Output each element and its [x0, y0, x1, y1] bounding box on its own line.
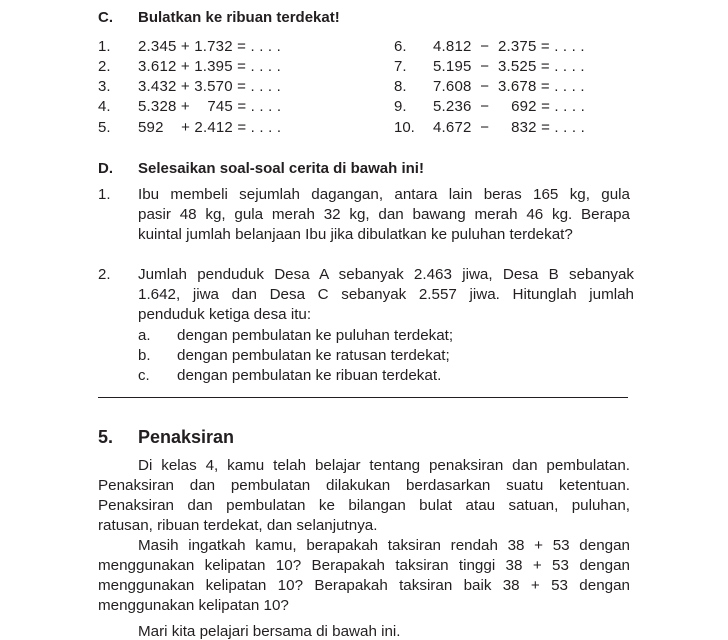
question-line: penduduk ketiga desa itu:	[138, 306, 312, 323]
option-text: dengan pembulatan ke ratusan terdekat;	[177, 347, 450, 364]
arithmetic-expression: 3.432 + 3.570 = . . . .	[138, 78, 282, 95]
option-text: dengan pembulatan ke ribuan terdekat.	[177, 367, 442, 384]
section-d-label: D.	[98, 160, 113, 177]
item-number: 6.	[394, 38, 407, 55]
paragraph-line: menggunakan kelipatan 10? Berapakah taksiran tinggi 38 + 53 dengan	[98, 557, 630, 574]
arithmetic-expression: 5.195 − 3.525 = . . . .	[433, 58, 585, 75]
item-number: 1.	[98, 38, 111, 55]
paragraph-line: menggunakan kelipatan 10?	[98, 597, 289, 614]
option-letter: c.	[138, 367, 150, 384]
paragraph-line: Penaksiran dan pembulatan ke bilangan bulat atau satuan, puluhan,	[98, 497, 630, 514]
option-letter: b.	[138, 347, 151, 364]
paragraph-line: ratusan, ribuan terdekat, dan selanjutnya.	[98, 517, 378, 534]
question-line: Jumlah penduduk Desa A sebanyak 2.463 jiwa, Desa B sebanyak	[138, 266, 634, 283]
item-number: 2.	[98, 58, 111, 75]
arithmetic-expression: 592 + 2.412 = . . . .	[138, 119, 282, 136]
paragraph-line: Masih ingatkah kamu, berapakah taksiran rendah 38 + 53 dengan	[138, 537, 630, 554]
arithmetic-expression: 5.328 + 745 = . . . .	[138, 98, 282, 115]
section-c-label: C.	[98, 9, 113, 26]
question-line: kuintal jumlah belanjaan Ibu jika dibulatkan ke puluhan terdekat?	[138, 226, 573, 243]
paragraph-line: Penaksiran dan pembulatan dilakukan berdasarkan suatu ketentuan.	[98, 477, 630, 494]
item-number: 5.	[98, 119, 111, 136]
question-line: pasir 48 kg, gula merah 32 kg, dan bawang merah 46 kg. Berapa	[138, 206, 630, 223]
question-number: 2.	[98, 266, 111, 283]
item-number: 4.	[98, 98, 111, 115]
option-text: dengan pembulatan ke puluhan terdekat;	[177, 327, 454, 344]
arithmetic-expression: 4.672 − 832 = . . . .	[433, 119, 585, 136]
arithmetic-expression: 2.345 + 1.732 = . . . .	[138, 38, 282, 55]
cutoff-paragraph-line: Mari kita pelajari bersama di bawah ini.	[138, 623, 401, 640]
section-5-number: 5.	[98, 427, 114, 447]
paragraph-line: Di kelas 4, kamu telah belajar tentang penaksiran dan pembulatan.	[138, 457, 630, 474]
arithmetic-expression: 7.608 − 3.678 = . . . .	[433, 78, 585, 95]
item-number: 8.	[394, 78, 407, 95]
arithmetic-expression: 5.236 − 692 = . . . .	[433, 98, 585, 115]
option-letter: a.	[138, 327, 151, 344]
section-c-title: Bulatkan ke ribuan terdekat!	[138, 9, 340, 26]
section-5-title: Penaksiran	[138, 427, 235, 447]
item-number: 9.	[394, 98, 407, 115]
question-line: Ibu membeli sejumlah dagangan, antara lain beras 165 kg, gula	[138, 186, 630, 203]
arithmetic-expression: 4.812 − 2.375 = . . . .	[433, 38, 585, 55]
item-number: 7.	[394, 58, 407, 75]
paragraph-line: menggunakan kelipatan 10? Berapakah taksiran baik 38 + 53 dengan	[98, 577, 630, 594]
section-divider	[98, 397, 628, 398]
question-line: 1.642, jiwa dan Desa C sebanyak 2.557 jiwa. Hitunglah jumlah	[138, 286, 634, 303]
section-d-title: Selesaikan soal-soal cerita di bawah ini!	[138, 160, 424, 177]
item-number: 10.	[394, 119, 415, 136]
arithmetic-expression: 3.612 + 1.395 = . . . .	[138, 58, 282, 75]
question-number: 1.	[98, 186, 111, 203]
item-number: 3.	[98, 78, 111, 95]
